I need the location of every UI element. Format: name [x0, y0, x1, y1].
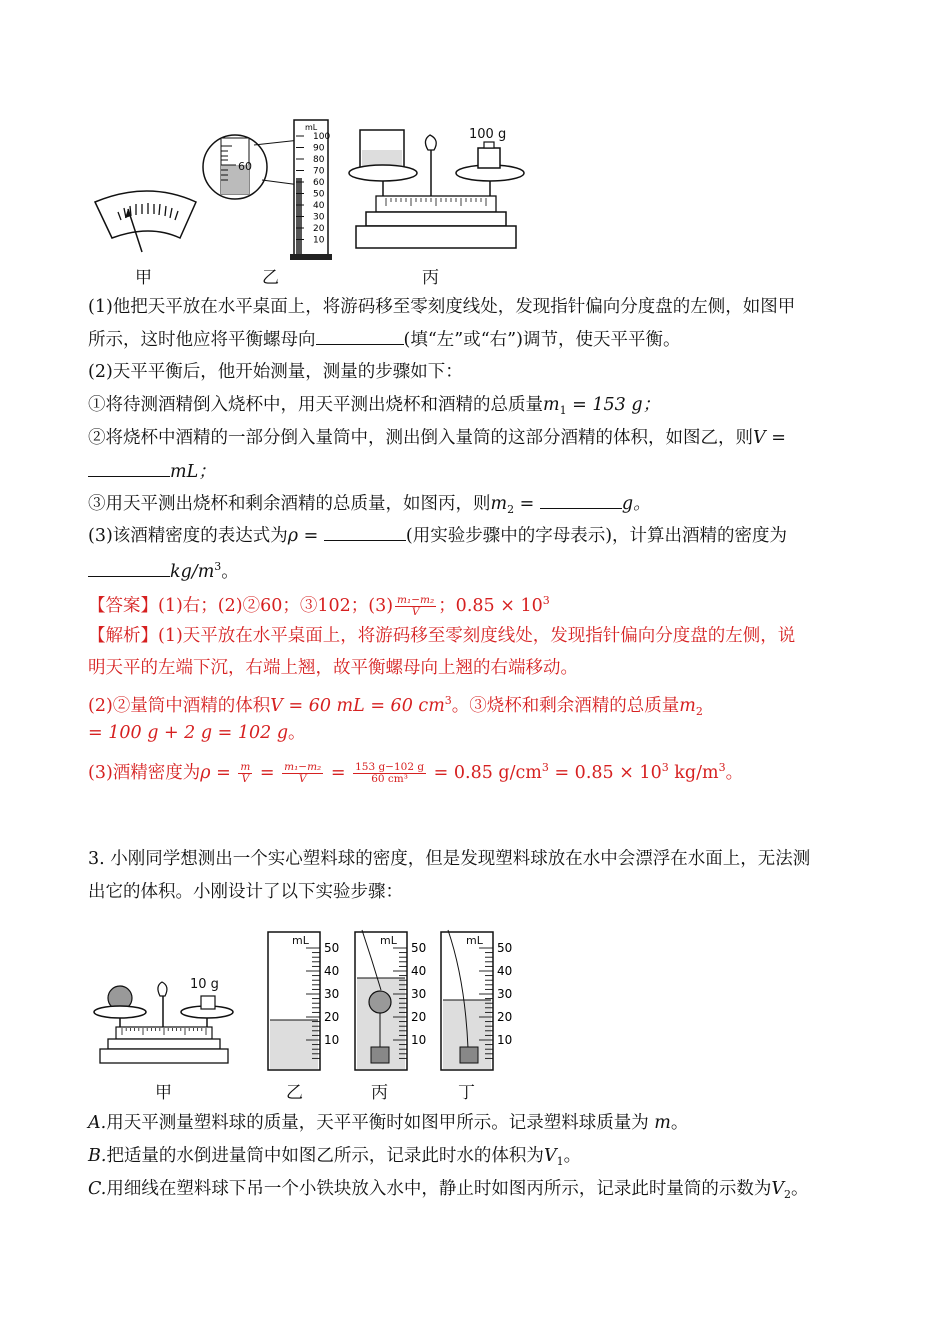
fraction-numeric: $\frac{153 g-102 g}{\text{60 cm³}}$ [355, 761, 425, 785]
analysis-m2-subscript: 2 [695, 705, 703, 718]
step-a-label: A. [88, 1113, 107, 1133]
balance-with-ball-diagram [94, 977, 233, 1063]
question-2-step-2-cont [88, 460, 216, 483]
density-unit-exponent: 3 [214, 560, 222, 573]
step-a-m: m [648, 1113, 671, 1133]
cylinder-tick-label: 80 [313, 155, 325, 165]
density-g-cm3: = 0.85 g/cm [428, 763, 542, 783]
figure1-label-yi: 乙 [262, 268, 279, 288]
question-2-step-1 [88, 394, 660, 422]
question-2-intro: (2)天平平衡后，他开始测量，测量的步骤如下： [88, 362, 463, 382]
cylinder-tick-label: 100 [313, 132, 331, 142]
step-a: A.用天平测量塑料球的质量，天平平衡时如图甲所示。记录塑料球质量为 m。 [88, 1113, 689, 1133]
analysis-text-3b: 。③烧杯和剩余酒精的总质量 [451, 696, 680, 716]
answer-tag: 【答案】 [88, 596, 158, 616]
question-3-end: 。 [221, 562, 239, 582]
mass-equation: = 100 g + 2 g = 102 g [88, 723, 289, 743]
step-2-text: ②将烧杯中酒精的一部分倒入量筒中，测出倒入量筒的这部分酒精的体积，如图乙，则 [88, 428, 753, 448]
figure-1 [0, 0, 950, 300]
m2-symbol: m [490, 494, 508, 514]
analysis-line-3 [88, 690, 703, 723]
question-1-line-1: (1)他把天平放在水平桌面上，将游码移至零刻度线处，发现指针偏向分度盘的左侧，如图甲 [88, 297, 796, 317]
cylinder-tick-label: 40 [313, 201, 325, 211]
analysis-line-5: (3)酒精密度为ρ = $\frac{m}{V}$ = $\frac{\text{m₁−m₂}}{V}$ = $\frac{153 g-102 g}{\text{60 cm³}}$ = 0.85 $g/cm^3 = 0.85 \times 10^3$ $kg/m^3$。 [88, 761, 744, 785]
step-3-text: ③用天平测出烧杯和剩余酒精的总质量，如图丙，则 [88, 494, 491, 514]
analysis-text-5a: (3)酒精密度为 [88, 763, 201, 783]
fraction-m1-m2-over-v: $\frac{\text{m₁−m₂}}{V}$ [284, 761, 322, 785]
cylinder-tick-label: 20 [313, 224, 325, 234]
answer-line [88, 590, 550, 618]
m2-equals: = [514, 494, 540, 514]
analysis-tag: 【解析】 [88, 626, 158, 646]
weight-10g-label: 10 g [190, 977, 219, 992]
svg-text:mL: mL [466, 934, 483, 947]
cylinder-scale-label: 10 [497, 1033, 513, 1047]
step-c-label: C. [88, 1179, 107, 1199]
g-unit: g。 [621, 494, 651, 514]
answer-blank-3[interactable] [540, 492, 622, 509]
question-1-text-a: 所示，这时他应将平衡螺母向 [88, 330, 316, 350]
figure-2 [0, 920, 950, 1060]
cylinder-tick-label: 70 [313, 166, 325, 177]
answer-exponent: 3 [542, 594, 550, 607]
answer-text-1: (1)右；(2)②60；③102；(3) [158, 596, 394, 616]
cylinder-tick-label: 50 [313, 189, 325, 200]
analysis-rho: ρ = [200, 763, 237, 783]
m1-symbol: m [543, 395, 560, 415]
cylinder-scale-label: 30 [497, 987, 513, 1001]
cylinder-scale-label: 10 [324, 1033, 340, 1047]
cylinder-scale-label: 40 [324, 964, 340, 978]
question-3-line-2 [88, 556, 239, 583]
m1-subscript: 1 [559, 404, 567, 417]
fraction-m-over-v: $\frac{m}{V}$ [240, 761, 251, 785]
ml-unit: mL； [170, 462, 216, 482]
step-c: C.用细线在塑料球下吊一个小铁块放入水中，静止时如图丙所示，记录此时量筒的示数为$V_2$。 [88, 1179, 809, 1201]
figure2-label-ding: 丁 [458, 1083, 475, 1103]
cylinder-tick-label: 10 [313, 235, 325, 246]
question-1-line-2 [88, 328, 680, 351]
cylinder-scale-label: 50 [497, 941, 513, 955]
balance-dial-diagram [95, 191, 196, 252]
zoom-mark-60: 60 [238, 160, 252, 173]
cylinder-scale-label: 10 [411, 1033, 427, 1047]
step-a-text: 用天平测量塑料球的质量，天平平衡时如图甲所示。记录塑料球质量为 [106, 1113, 649, 1133]
analysis-line-2: 明天平的左端下沉，右端上翘，故平衡螺母向上翘的右端移动。 [88, 658, 578, 678]
question-3-text-a: (3)该酒精密度的表达式为 [88, 526, 288, 546]
graduated-cylinder-diagram [203, 120, 332, 260]
density-kg-m3: kg/m [668, 763, 719, 783]
step-b-v: V [543, 1146, 557, 1166]
step-1-text: ①将待测酒精倒入烧杯中，用天平测出烧杯和酒精的总质量 [88, 395, 543, 415]
problem-3-line-1: 3. 小刚同学想测出一个实心塑料球的密度，但是发现塑料球放在水中会漂浮在水面上，无法测 [88, 849, 811, 869]
answer-text-2: ；0.85 × 10 [438, 596, 543, 616]
analysis-text-1: (1)天平放在水平桌面上，将游码移至零刻度线处，发现指针偏向分度盘的左侧，说 [158, 626, 796, 646]
step-c-text: 用细线在塑料球下吊一个小铁块放入水中，静止时如图丙所示，记录此时量筒的示数为 [106, 1179, 772, 1199]
question-2-step-3 [88, 492, 651, 521]
weight-100g-label: 100 g [469, 127, 507, 142]
cylinder-scale-label: 40 [497, 964, 513, 978]
answer-blank-1[interactable] [316, 328, 404, 345]
svg-text:mL: mL [292, 934, 309, 947]
m1-value: = 153 g； [566, 395, 661, 415]
step-c-v: V [771, 1179, 784, 1199]
cylinder-scale-label: 40 [411, 964, 427, 978]
cylinder-scale-label: 30 [324, 987, 340, 1001]
cylinder-scale-label: 20 [324, 1010, 340, 1024]
analysis-text-4-end: 。 [288, 723, 306, 743]
question-2-step-2 [88, 427, 786, 449]
problem-3-line-2: 出它的体积。小刚设计了以下实验步骤： [88, 882, 403, 902]
m2-subscript: 2 [507, 503, 515, 516]
cylinder-scale-label: 20 [497, 1010, 513, 1024]
figure2-label-bing: 丙 [371, 1083, 388, 1103]
step-b-label: B. [88, 1146, 107, 1166]
step-b: B.把适量的水倒进量筒中如图乙所示，记录此时水的体积为$V_1$。 [88, 1146, 582, 1168]
answer-blank-5[interactable] [88, 560, 170, 577]
analysis-m2-symbol: m [679, 696, 696, 716]
question-1-text-b: (填“左”或“右”)调节，使天平平衡。 [403, 330, 681, 350]
figure2-label-yi: 乙 [286, 1083, 303, 1103]
figure2-label-jia: 甲 [155, 1083, 172, 1103]
figure1-label-jia: 甲 [135, 268, 152, 288]
volume-equation: V = 60 mL = 60 cm [270, 696, 445, 716]
analysis-line-4 [88, 722, 306, 744]
cylinder-scale-label: 50 [324, 941, 340, 955]
density-sci: = 0.85 × 10 [548, 763, 662, 783]
step-b-text: 把适量的水倒进量筒中如图乙所示，记录此时水的体积为 [106, 1146, 544, 1166]
volume-exponent: 3 [444, 694, 452, 707]
answer-blank-2[interactable] [88, 460, 170, 477]
answer-blank-4[interactable] [324, 524, 406, 541]
analysis-text-3a: (2)②量筒中酒精的体积 [88, 696, 271, 716]
analysis-line-1 [88, 625, 795, 647]
question-3-line-1 [88, 524, 787, 547]
rho-symbol: ρ = [287, 526, 324, 546]
svg-text:mL: mL [380, 934, 397, 947]
cylinder-scale-label: 20 [411, 1010, 427, 1024]
balance-with-weight-diagram [349, 127, 524, 248]
answer-fraction: $\frac{\text{m₁−m₂}}{V}$ [397, 594, 435, 618]
cylinder-tick-label: 60 [313, 178, 325, 188]
cylinder-tick-label: 30 [313, 212, 325, 223]
cylinder-scale-label: 30 [411, 987, 427, 1001]
density-unit: kg/m [170, 562, 215, 582]
question-3-text-b: (用实验步骤中的字母表示)，计算出酒精的密度为 [405, 526, 788, 546]
cylinder-tick-label: 90 [313, 143, 325, 154]
figure1-label-bing: 丙 [422, 268, 439, 288]
cylinder-unit-label: mL [305, 123, 318, 132]
cylinder-scale-label: 50 [411, 941, 427, 955]
v-symbol: V = [753, 428, 786, 448]
